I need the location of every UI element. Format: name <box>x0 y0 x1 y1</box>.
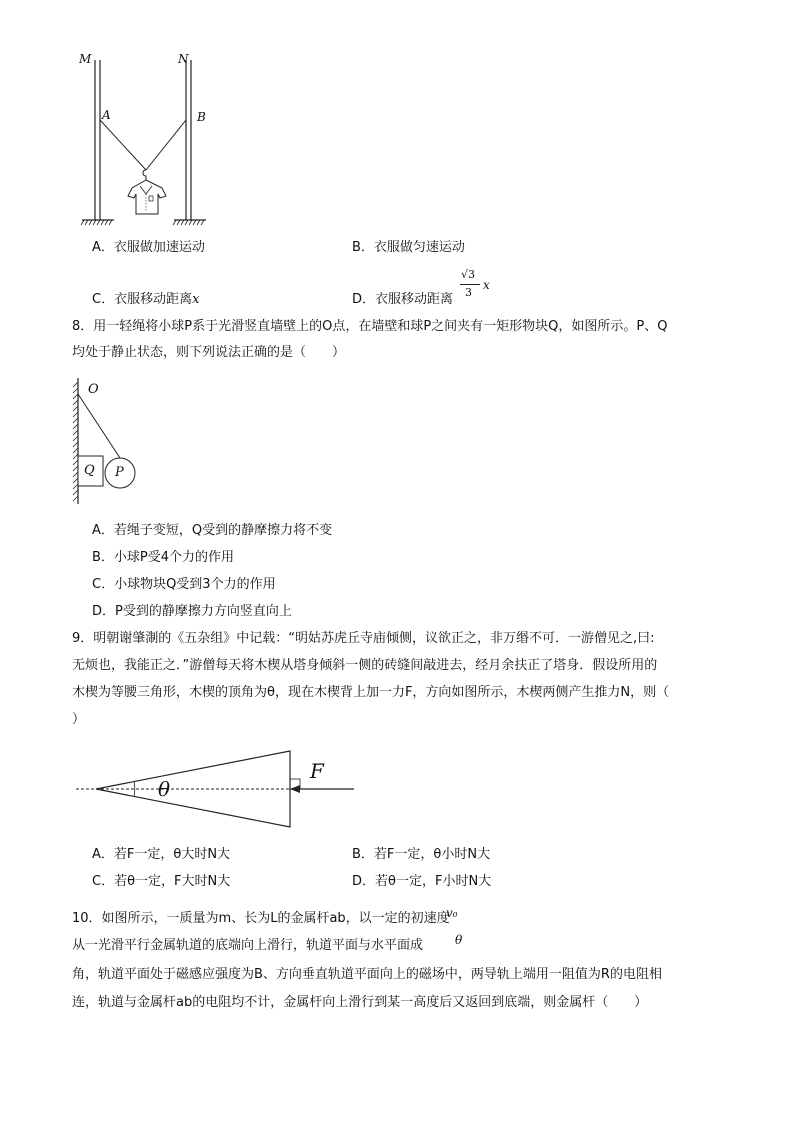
label-q: Q <box>84 463 95 478</box>
label-f: F <box>310 759 324 783</box>
label-o: O <box>88 382 99 397</box>
q7-option-d[interactable] <box>352 291 453 309</box>
fraction-numerator: √3 <box>461 268 476 281</box>
q9-option-a[interactable]: A．若F一定，θ大时N大 <box>92 847 231 862</box>
q9-stem-line4: ） <box>72 712 86 727</box>
label-b: B <box>197 110 206 124</box>
fraction-var: x <box>483 278 490 292</box>
label-m: M <box>79 52 92 66</box>
q8-option-d[interactable]: D．P受到的静摩擦力方向竖直向上 <box>92 604 292 619</box>
figure-wedge <box>72 745 372 835</box>
q7-option-c-text: C．衣服移动距离 <box>92 292 193 307</box>
label-theta: θ <box>158 777 171 801</box>
label-n: N <box>178 52 189 66</box>
q10-stem-line1: 10．如图所示，一质量为m、长为L的金属杆ab，以一定的初速度 <box>72 911 450 926</box>
q10-stem-line3: 角，轨道平面处于磁感应强度为B、方向垂直轨道平面向上的磁场中，两导轨上端用一阻值为R的电阻相 <box>72 967 662 982</box>
fraction-denominator: 3 <box>465 286 472 299</box>
wedge-diagram <box>72 745 372 835</box>
wall-ball-diagram <box>68 376 148 506</box>
q7-option-c[interactable] <box>92 291 199 309</box>
q10-theta: θ <box>455 933 463 947</box>
q10-stem-line4: 连，轨道与金属杆ab的电阻均不计，金属杆向上滑行到某一高度后又返回到底端，则金属杆（ ） <box>72 995 648 1010</box>
q9-option-b[interactable]: B．若F一定，θ小时N大 <box>352 847 491 862</box>
label-p: P <box>115 465 124 480</box>
q8-stem-line1: 8．用一轻绳将小球P系于光滑竖直墙壁上的O点，在墙壁和球P之间夹有一矩形物块Q，如图所示。P、Q <box>72 319 668 334</box>
q7-option-a[interactable]: A．衣服做加速运动 <box>92 240 205 255</box>
figure-wall-ball <box>68 376 148 506</box>
q8-stem-line2: 均处于静止状态，则下列说法正确的是（ ） <box>72 345 346 360</box>
label-a: A <box>102 108 111 122</box>
q7-option-d-text: D．衣服移动距离 <box>352 292 454 307</box>
q9-stem-line2: 无烦也，我能正之．”游僧每天将木楔从塔身倾斜一侧的砖缝间敲进去，经月余扶正了塔身．假设所用的 <box>72 658 658 673</box>
q7-option-c-var: x <box>192 292 200 307</box>
figure-hanger <box>70 48 220 228</box>
q8-option-a[interactable]: A．若绳子变短，Q受到的静摩擦力将不变 <box>92 523 333 538</box>
q7-option-d-fraction <box>458 268 498 304</box>
q9-stem-line1: 9．明朝谢肇淛的《五杂组》中记载：“明姑苏虎丘寺庙倾侧，议欲正之，非万缗不可．一游僧见之,曰: <box>72 631 655 646</box>
q9-option-d[interactable]: D．若θ一定，F小时N大 <box>352 874 492 889</box>
q9-option-c[interactable]: C．若θ一定，F大时N大 <box>92 874 231 889</box>
q8-option-c[interactable]: C．小球物块Q受到3个力的作用 <box>92 577 276 592</box>
q10-v0: v₀ <box>446 906 458 920</box>
fraction-bar <box>460 284 480 285</box>
q7-option-b[interactable]: B．衣服做匀速运动 <box>352 240 465 255</box>
q9-stem-line3: 木楔为等腰三角形，木楔的顶角为θ，现在木楔背上加一力F，方向如图所示，木楔两侧产生推力N，则（ <box>72 685 670 700</box>
hanger-diagram <box>70 48 220 228</box>
q8-option-b[interactable]: B．小球P受4个力的作用 <box>92 550 235 565</box>
q10-stem-line2: 从一光滑平行金属轨道的底端向上滑行，轨道平面与水平面成 <box>72 938 424 953</box>
